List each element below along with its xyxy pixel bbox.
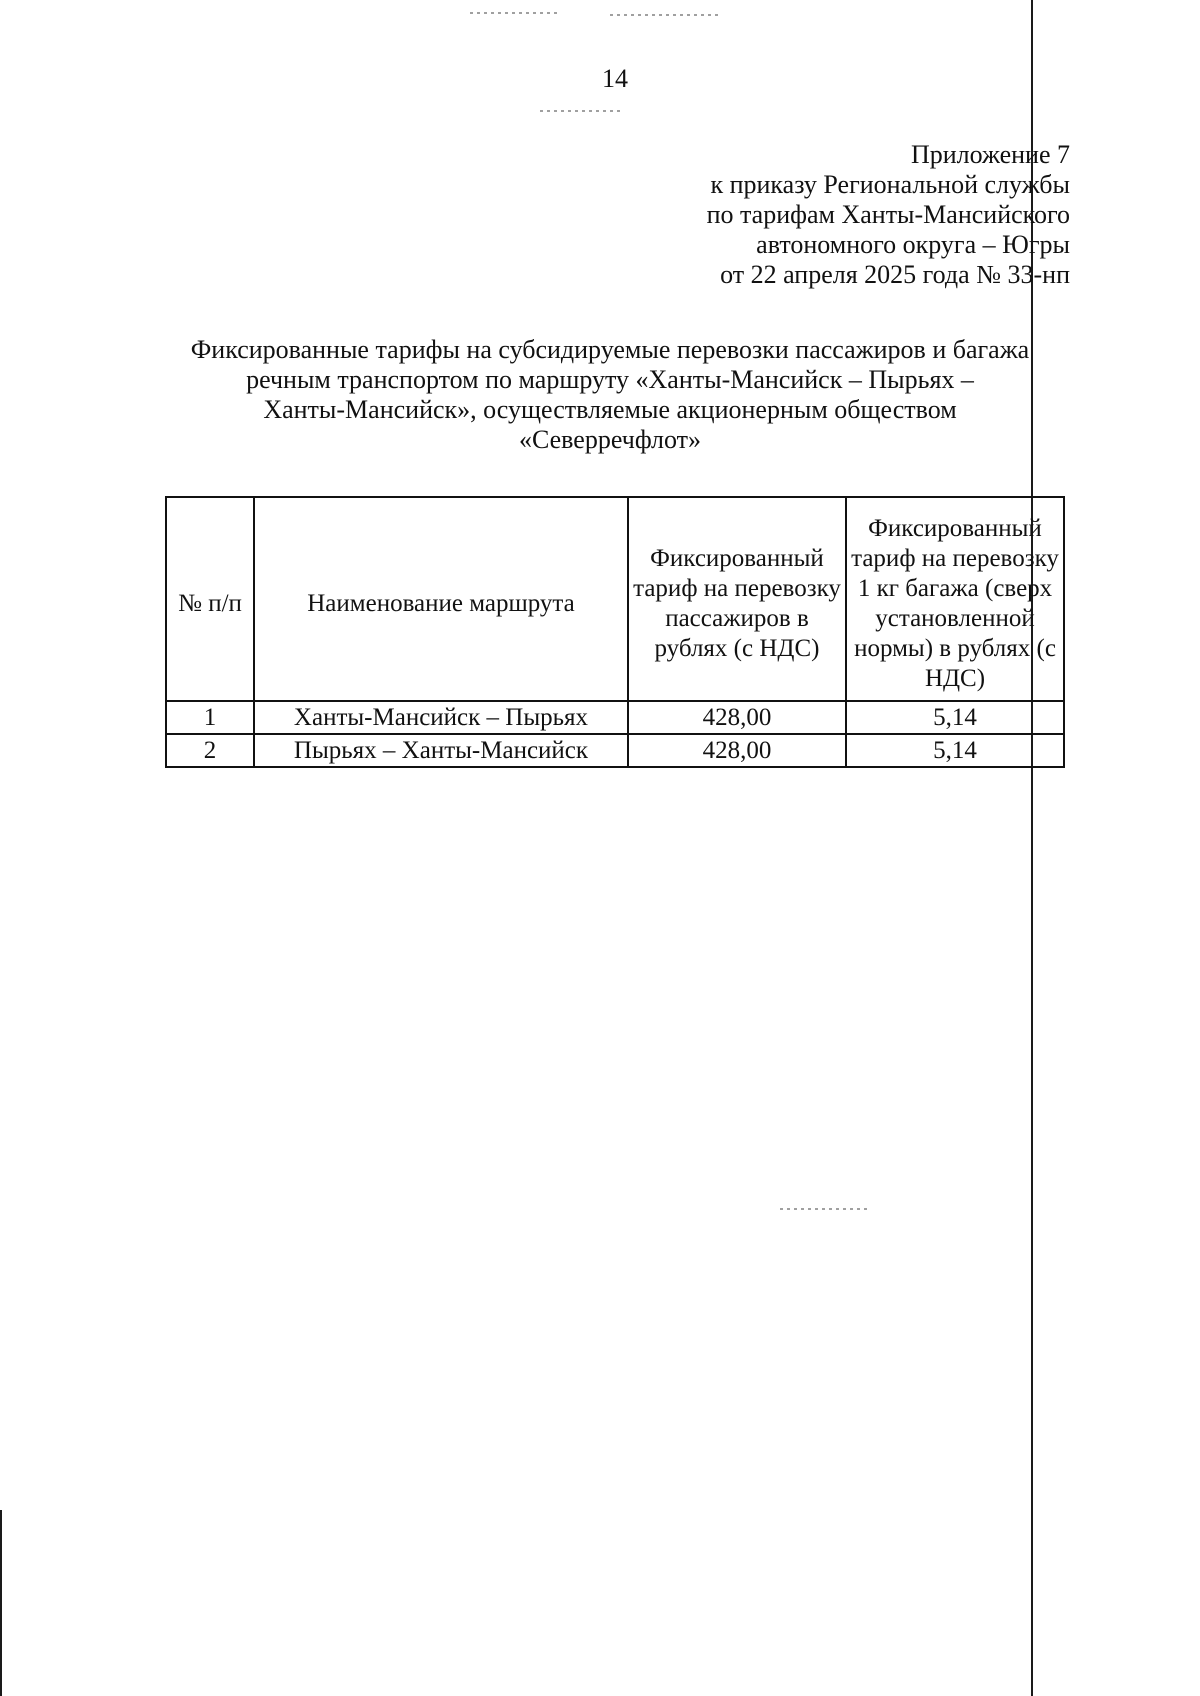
appendix-reference [510,140,1070,290]
scan-speckle [780,1208,870,1210]
scan-speckle [540,110,620,112]
title-line: Ханты-Мансийск», осуществляемые акционерным обществом [263,395,957,424]
cell-baggage-tariff: 5,14 [846,701,1064,734]
scan-edge-line [0,1510,2,1696]
cell-passenger-tariff: 428,00 [628,701,846,734]
header-passenger-tariff: Фиксированный тариф на перевозку пассажиров в рублях (с НДС) [628,497,846,701]
title-line: Фиксированные тарифы на субсидируемые перевозки пассажиров и багажа [190,335,1030,364]
title-line: речным транспортом по маршруту «Ханты-Мансийск – Пырьях – [246,365,974,394]
title-line: «Северречфлот» [518,425,702,454]
cell-number: 1 [166,701,254,734]
document-title [150,335,1070,455]
appendix-line: от 22 апреля 2025 года № 33-нп [720,260,1070,289]
header-route: Наименование маршрута [254,497,628,701]
header-baggage-tariff: Фиксированный тариф на перевозку 1 кг багажа (сверх установленной нормы) в рублях (с НДС) [846,497,1064,701]
appendix-line: Приложение 7 [910,140,1070,169]
table-header-row [166,497,1064,701]
appendix-line: к приказу Региональной службы [710,170,1070,199]
appendix-line: по тарифам Ханты-Мансийского [706,200,1070,229]
cell-route: Ханты-Мансийск – Пырьях [254,701,628,734]
cell-baggage-tariff: 5,14 [846,734,1064,767]
header-number: № п/п [166,497,254,701]
cell-route: Пырьях – Ханты-Мансийск [254,734,628,767]
scan-speckle [610,14,720,16]
table-row [166,734,1064,767]
appendix-line: автономного округа – Югры [756,230,1070,259]
scan-speckle [470,12,560,14]
table-row [166,701,1064,734]
page-number: 14 [602,64,628,93]
cell-passenger-tariff: 428,00 [628,734,846,767]
tariffs-table [165,496,1065,768]
cell-number: 2 [166,734,254,767]
